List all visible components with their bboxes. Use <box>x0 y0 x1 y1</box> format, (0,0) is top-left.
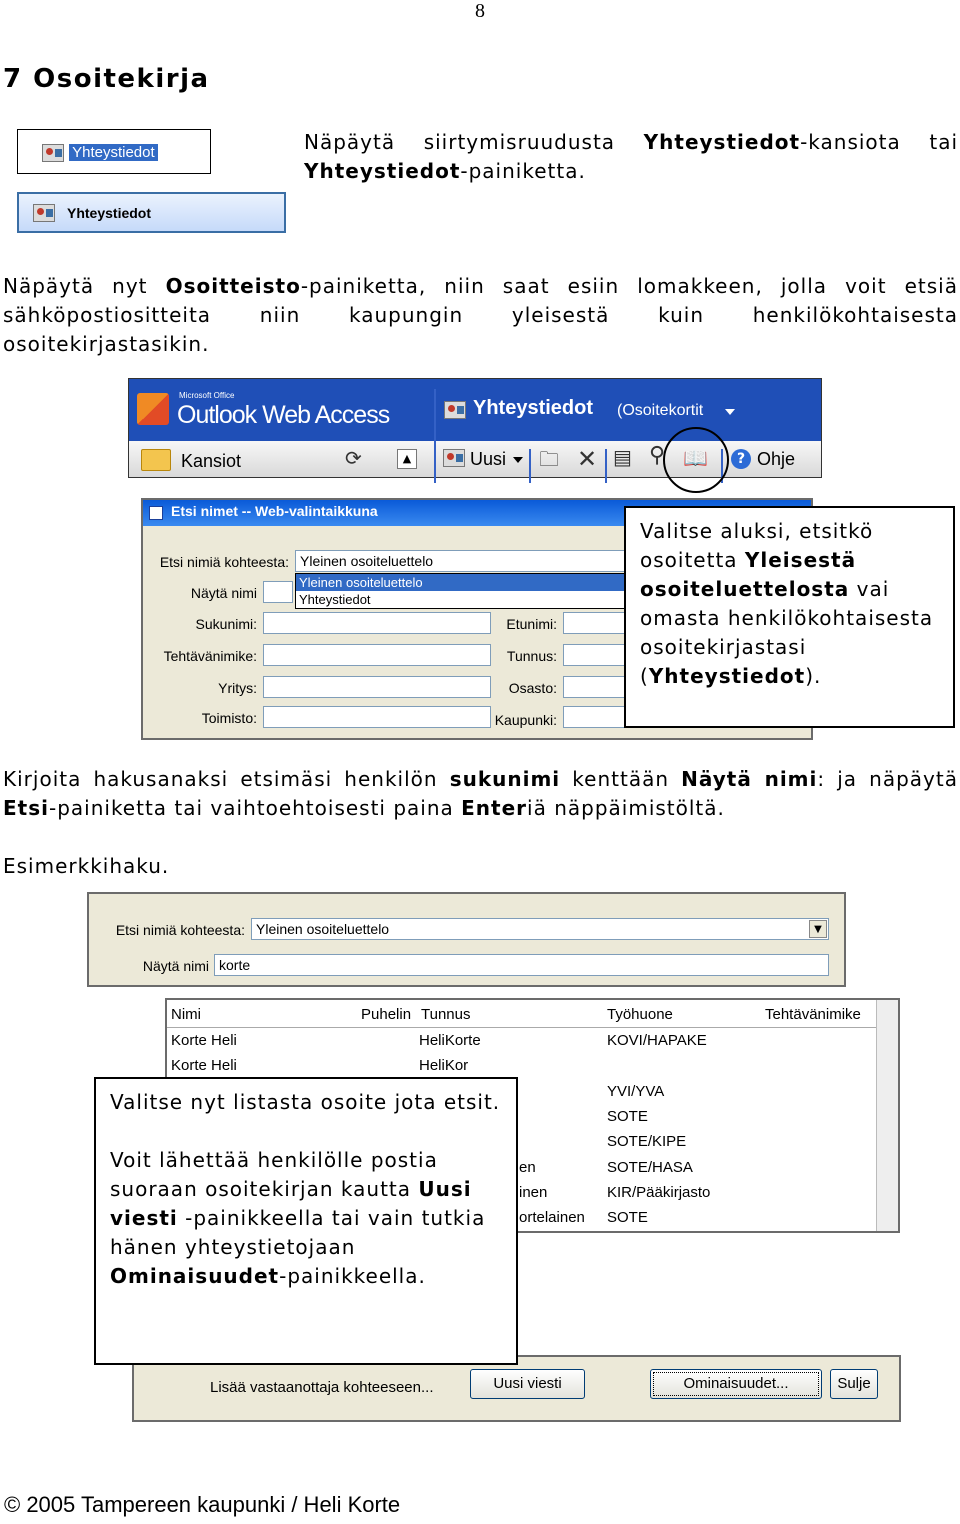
col-header-name[interactable]: Nimi <box>171 1006 201 1023</box>
office-logo-icon <box>137 393 169 425</box>
result-name[interactable]: Korte Heli <box>171 1057 237 1074</box>
para3-bold-4: Enter <box>461 796 528 820</box>
para3-text-4: -painiketta tai vaihtoehtoisesti paina <box>48 796 462 820</box>
toolbar-separator <box>605 449 607 483</box>
callout2-line-1: Valitse nyt listasta osoite jota etsit. <box>110 1090 501 1114</box>
department-label: Osasto: <box>508 680 557 696</box>
office-label: Toimisto: <box>201 710 257 726</box>
example-search-in-label: Etsi nimiä kohteesta: <box>115 922 245 938</box>
find-icon[interactable]: ⚲ <box>649 443 666 468</box>
firstname-label: Etunimi: <box>506 616 557 632</box>
callout2-paragraph <box>110 1146 502 1291</box>
intro-bold-1: Yhteystiedot <box>643 130 801 154</box>
owa-folder-subtitle: (Osoitekortit <box>617 402 704 419</box>
col-header-alias[interactable]: Tunnus <box>421 1006 471 1023</box>
search-in-value: Yleinen osoiteluettelo <box>300 553 434 569</box>
contacts-icon <box>33 204 55 222</box>
new-message-button[interactable]: Uusi viesti <box>470 1369 585 1399</box>
callout1-text-2: vai omasta henkilökohtaisesta osoitekirjastasi ( <box>640 577 934 688</box>
para3-text-3: : ja näpäytä <box>817 767 958 791</box>
display-name-label: Näytä nimi <box>190 585 257 601</box>
para3-text-5: iä näppäimistöltä. <box>527 796 725 820</box>
example-search-in-combo[interactable] <box>251 918 829 940</box>
example-search-in-value: Yleinen osoiteluettelo <box>256 921 390 937</box>
company-label: Yritys: <box>218 680 257 696</box>
para2-bold-1: Osoitteisto <box>165 274 301 298</box>
intro-text-2: -kansiota tai <box>800 130 959 154</box>
example-display-name-label: Näytä nimi <box>142 958 209 974</box>
callout2-text-3: -painikkeella. <box>279 1264 426 1288</box>
example-label: Esimerkkihaku. <box>3 854 170 878</box>
callout1-bold-1: Yleisestä osoiteluettelosta <box>640 548 857 601</box>
para2-text-1: Näpäytä nyt <box>3 274 166 298</box>
contacts-icon <box>444 401 466 419</box>
toolbar-separator <box>434 449 436 483</box>
address-book-icon[interactable]: 📖 <box>683 446 708 470</box>
result-room[interactable]: SOTE <box>607 1108 648 1125</box>
footer: © 2005 Tampereen kaupunki / Heli Korte <box>4 1492 401 1517</box>
refresh-icon[interactable]: ⟳ <box>345 446 362 470</box>
dialog-window-icon <box>149 506 163 520</box>
chevron-down-icon[interactable]: ▼ <box>809 920 827 938</box>
example-display-name-value: korte <box>219 957 251 973</box>
print-icon[interactable]: ▤ <box>613 445 632 469</box>
callout2-text-2: -painikkeella tai vain tutkia hänen yhteystietojaan <box>110 1206 486 1259</box>
result-alias[interactable]: HeliKorte <box>419 1032 481 1049</box>
collapse-icon[interactable]: ▲ <box>397 449 417 469</box>
city-label: Kaupunki: <box>494 712 557 728</box>
help-icon[interactable]: ? <box>731 449 751 469</box>
dialog-title: Etsi nimet -- Web-valintaikkuna <box>143 500 811 526</box>
search-in-label: Etsi nimiä kohteesta: <box>159 554 289 570</box>
result-room[interactable]: KOVI/HAPAKE <box>607 1032 707 1049</box>
results-scrollbar[interactable] <box>876 1000 898 1233</box>
para3-bold-3: Etsi <box>3 796 49 820</box>
paragraph-address-book <box>3 272 958 359</box>
owa-folder-title: Yhteystiedot <box>473 397 594 419</box>
help-label[interactable]: Ohje <box>757 449 796 469</box>
title-field[interactable] <box>263 644 491 666</box>
folder-label[interactable]: Yhteystiedot <box>69 144 158 161</box>
para3-text-1: Kirjoita hakusanaksi etsimäsi henkilön <box>3 767 450 791</box>
col-header-phone[interactable]: Puhelin <box>361 1006 412 1023</box>
para3-bold-2: Näytä nimi <box>681 767 818 791</box>
alias-label: Tunnus: <box>506 648 557 664</box>
para2-text-2: -painiketta, niin saat esiin lomakkeen, jolla voit etsiä sähköpostiositteita niin kaupungin yleisestä kuin henkilökohtaisesta osoitekirjastasikin. <box>3 274 958 356</box>
folder-item-screenshot <box>17 129 211 174</box>
result-name-partial[interactable]: ortelainen <box>519 1209 585 1226</box>
logo-small-text: Microsoft Office <box>179 391 235 400</box>
folder-icon <box>141 449 171 471</box>
para3-bold-1: sukunimi <box>449 767 561 791</box>
toolbar-separator <box>529 449 531 483</box>
result-room[interactable]: KIR/Pääkirjasto <box>607 1184 711 1201</box>
move-folder-icon[interactable]: 🗀 <box>539 447 559 471</box>
surname-field[interactable] <box>263 612 491 634</box>
result-room[interactable]: SOTE/KIPE <box>607 1133 687 1150</box>
col-header-room[interactable]: Työhuone <box>607 1006 673 1023</box>
title-label: Tehtävänimike: <box>163 648 257 664</box>
properties-button[interactable]: Ominaisuudet... <box>650 1369 822 1399</box>
paragraph-search-instructions <box>3 765 958 823</box>
callout1-text-3: ). <box>805 664 822 688</box>
new-button-label[interactable]: Uusi <box>470 449 507 469</box>
intro-text <box>304 128 958 186</box>
option-global-list[interactable]: Yleinen osoiteluettelo <box>296 574 624 591</box>
surname-label: Sukunimi: <box>195 616 257 632</box>
new-contact-icon <box>443 449 465 467</box>
display-name-field[interactable] <box>263 581 293 603</box>
results-button-bar <box>132 1355 901 1422</box>
callout2-bold-1: Uusi viesti <box>110 1177 472 1230</box>
example-display-name-field[interactable] <box>214 954 829 976</box>
contacts-icon <box>42 144 64 162</box>
intro-text-3: -painiketta. <box>460 159 586 183</box>
new-dropdown-icon[interactable] <box>513 457 523 463</box>
callout-select-address <box>94 1077 518 1365</box>
add-recipient-label[interactable]: Lisää vastaanottaja kohteeseen... <box>210 1379 434 1396</box>
para3-text-2: kenttään <box>560 767 682 791</box>
callout1-bold-2: Yhteystiedot <box>648 664 806 688</box>
callout1-text-1: Valitse aluksi, etsitkö osoitetta <box>640 519 874 572</box>
contacts-button-label: Yhteystiedot <box>67 205 152 221</box>
col-header-title[interactable]: Tehtävänimike <box>765 1006 861 1023</box>
view-dropdown-icon[interactable] <box>725 409 735 415</box>
page-title: 7 Osoitekirja <box>3 64 210 94</box>
result-name[interactable]: Korte Heli <box>171 1032 237 1049</box>
company-field[interactable] <box>263 676 491 698</box>
example-search-screenshot <box>87 892 846 987</box>
folders-label[interactable]: Kansiot <box>181 451 242 471</box>
intro-bold-2: Yhteystiedot <box>304 159 461 183</box>
result-alias[interactable]: HeliKor <box>419 1057 469 1074</box>
owa-logo-text: Outlook Web Access <box>177 401 390 429</box>
result-room[interactable]: SOTE/HASA <box>607 1159 693 1176</box>
highlight-circle <box>663 427 729 493</box>
callout-choose-list <box>624 506 955 728</box>
result-room[interactable]: SOTE <box>607 1209 648 1226</box>
result-room[interactable]: YVI/YVA <box>607 1083 665 1100</box>
option-contacts[interactable]: Yhteystiedot <box>299 592 371 607</box>
callout2-bold-2: Ominaisuudet <box>110 1264 280 1288</box>
result-name-partial[interactable]: en <box>519 1159 536 1176</box>
search-in-dropdown[interactable] <box>295 573 625 609</box>
delete-icon[interactable]: ✕ <box>577 445 598 473</box>
page-number: 8 <box>475 0 485 22</box>
office-field[interactable] <box>263 706 491 728</box>
callout2-text-1: Voit lähettää henkilölle postia suoraan osoitekirjan kautta <box>110 1148 438 1201</box>
close-button[interactable]: Sulje <box>830 1369 878 1399</box>
contacts-nav-button[interactable] <box>17 192 286 233</box>
result-name-partial[interactable]: inen <box>519 1184 548 1201</box>
intro-text-1: Näpäytä siirtymisruudusta <box>304 130 644 154</box>
